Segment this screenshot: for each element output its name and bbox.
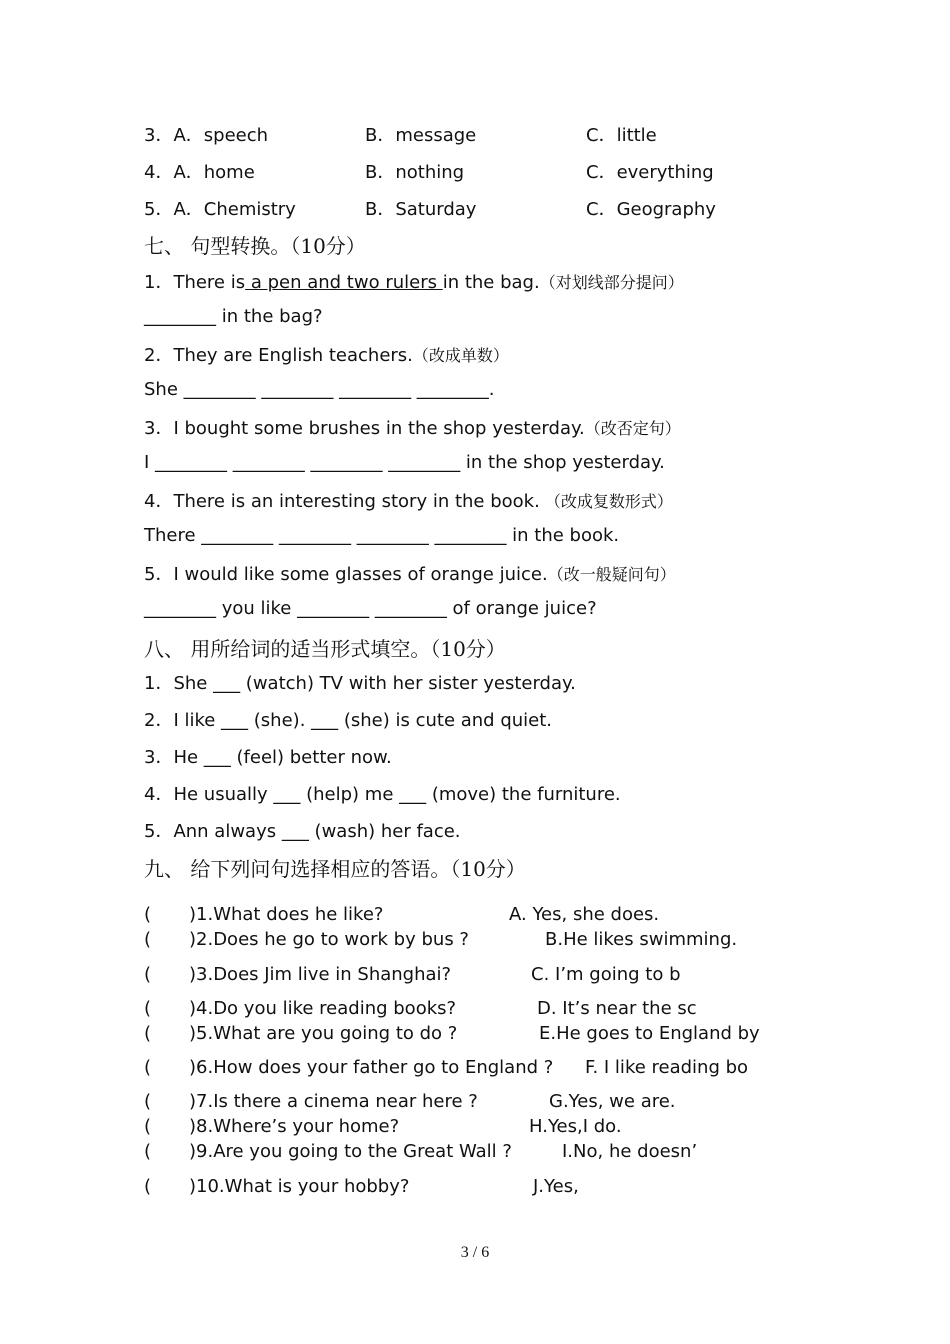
sec7-q4-text: 4．There is an interesting story in the book.	[144, 491, 540, 512]
match-answer-a: A. Yes, she does.	[509, 904, 660, 925]
match-answer-e: E.He goes to England by	[539, 1023, 760, 1044]
section-7-title: 七、 句型转换。（10分）	[144, 234, 366, 258]
sec7-a3: I ________ ________ ________ ________ in the shop yesterday.	[144, 452, 665, 473]
sec7-q1-underlined: a pen and two rulers	[245, 272, 443, 293]
match-answer-h: H.Yes,I do.	[529, 1116, 622, 1137]
sec7-q3-note: （改否定句）	[584, 419, 681, 438]
vocab-3-a: 3．A．speech	[144, 125, 269, 146]
sec7-q2-text: 2．They are English teachers.	[144, 345, 413, 366]
match-answer-i: I.No, he doesn’	[562, 1141, 698, 1162]
match-paren: (	[144, 1057, 152, 1078]
page-number: 3 / 6	[460, 1244, 490, 1261]
section-9-title: 九、 给下列问句选择相应的答语。（10分）	[144, 857, 526, 881]
sec7-q2-note: （改成单数）	[412, 346, 509, 365]
match-question-9: )9.Are you going to the Great Wall ?	[189, 1141, 512, 1162]
match-question-8: )8.Where’s your home?	[189, 1116, 400, 1137]
sec7-q1-pre: 1．There is	[144, 272, 246, 293]
sec7-q4	[144, 487, 673, 513]
match-question-5: )5.What are you going to do ?	[189, 1023, 458, 1044]
sec7-q3	[144, 414, 681, 440]
vocab-4-b: B．nothing	[365, 162, 465, 183]
vocab-3-b: B．message	[365, 125, 477, 146]
match-question-7: )7.Is there a cinema near here ?	[189, 1091, 478, 1112]
match-question-1: )1.What does he like?	[189, 904, 384, 925]
match-answer-b: B.He likes swimming.	[545, 929, 738, 950]
match-answer-d: D. It’s near the sc	[537, 998, 697, 1019]
sec7-q1-post: in the bag.	[442, 272, 540, 293]
sec8-item-5: 5．Ann always ___ (wash) her face.	[144, 821, 461, 842]
sec7-a5: ________ you like ________ ________ of orange juice?	[144, 598, 597, 619]
vocab-3-c: C．little	[586, 125, 657, 146]
match-question-6: )6.How does your father go to England ?	[189, 1057, 554, 1078]
sec8-item-3: 3．He ___ (feel) better now.	[144, 747, 392, 768]
sec8-item-1: 1．She ___ (watch) TV with her sister yesterday.	[144, 673, 576, 694]
vocab-5-a: 5．A．Chemistry	[144, 199, 296, 220]
match-paren: (	[144, 904, 152, 925]
sec7-a4: There ________ ________ ________ ________ in the book.	[144, 525, 620, 546]
match-answer-j: J.Yes,	[533, 1176, 579, 1197]
sec7-q5-text: 5．I would like some glasses of orange juice.	[144, 564, 548, 585]
match-paren: (	[144, 998, 152, 1019]
sec7-q3-text: 3．I bought some brushes in the shop yesterday.	[144, 418, 585, 439]
sec7-q5-note: （改一般疑问句）	[547, 565, 676, 584]
match-paren: (	[144, 964, 152, 985]
sec7-a1: ________ in the bag?	[144, 306, 323, 327]
match-paren: (	[144, 1176, 152, 1197]
sec7-q5	[144, 560, 676, 586]
match-question-2: )2.Does he go to work by bus ?	[189, 929, 469, 950]
match-answer-f: F. I like reading bo	[585, 1057, 749, 1078]
section-8-title: 八、 用所给词的适当形式填空。（10分）	[144, 637, 506, 661]
sec7-a2: She ________ ________ ________ ________.	[144, 379, 495, 400]
sec8-item-2: 2．I like ___ (she). ___ (she) is cute and quiet.	[144, 710, 553, 731]
vocab-5-b: B．Saturday	[365, 199, 477, 220]
match-paren: (	[144, 1023, 152, 1044]
match-paren: (	[144, 1141, 152, 1162]
sec7-q4-note: （改成复数形式）	[539, 492, 673, 511]
sec7-q1-note: （对划线部分提问）	[539, 273, 684, 292]
vocab-5-c: C．Geography	[586, 199, 716, 220]
match-answer-g: G.Yes, we are.	[549, 1091, 676, 1112]
match-answer-c: C. I’m going to b	[531, 964, 681, 985]
match-question-4: )4.Do you like reading books?	[189, 998, 457, 1019]
match-paren: (	[144, 1116, 152, 1137]
match-question-10: )10.What is your hobby?	[189, 1176, 410, 1197]
sec7-q2	[144, 341, 509, 367]
sec8-item-4: 4．He usually ___ (help) me ___ (move) the furniture.	[144, 784, 621, 805]
match-question-3: )3.Does Jim live in Shanghai?	[189, 964, 452, 985]
match-paren: (	[144, 929, 152, 950]
sec7-q1	[144, 268, 684, 294]
vocab-4-c: C．everything	[586, 162, 714, 183]
vocab-4-a: 4．A．home	[144, 162, 255, 183]
match-paren: (	[144, 1091, 152, 1112]
